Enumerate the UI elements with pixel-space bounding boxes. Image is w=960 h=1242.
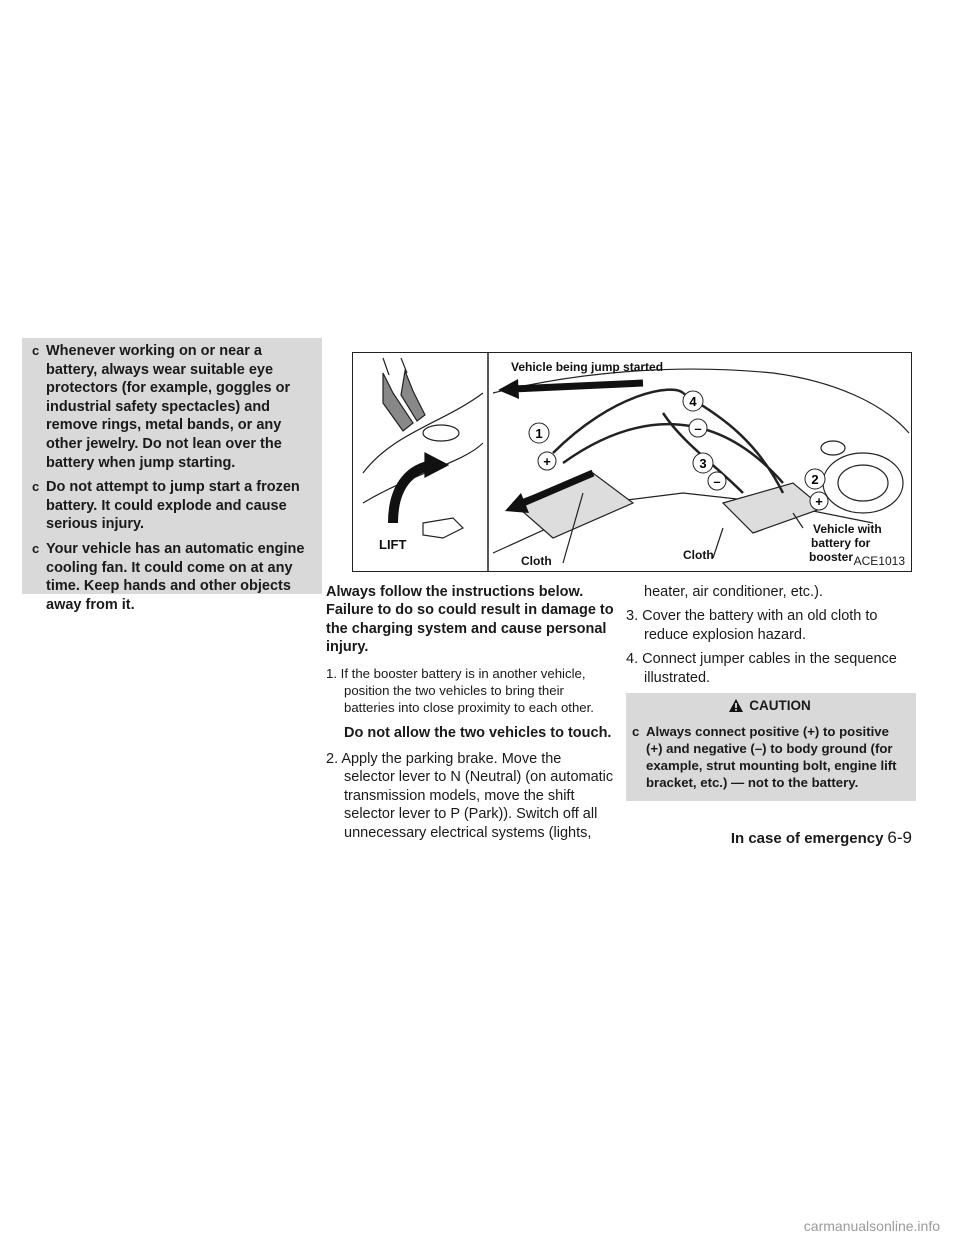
page-number: 6-9 [887,828,912,847]
warning-box [22,338,322,613]
caution-item: c Always connect positive (+) to positive (+) and negative (–) to body ground (for example, strut mounting bolt, engine lift bracket, etc.) — not to the battery. [632,724,897,791]
label-2: 2 [811,472,819,487]
step-3: 3. Cover the battery with an old cloth to reduce explosion hazard. [626,608,878,643]
svg-text:+: + [543,454,551,469]
label-1: 1 [535,426,543,441]
svg-text:+: + [815,494,823,509]
label-cloth-left: Cloth [521,554,552,568]
bullet-icon: c [32,343,40,358]
label-vehicle-jump-started: Vehicle being jump started [511,360,664,374]
warning-item: c Whenever working on or near a battery, always wear suitable eye protectors (for example, goggles or industrial safety spectacles) and remove rings, metal bands, or any other jewelry. Do not lean over the battery when jump starting. [32,343,291,471]
warning-triangle-icon [729,699,743,712]
step-1-note: Do not allow the two vehicles to touch. [344,724,612,741]
step-2: 2. Apply the parking brake. Move the selector lever to N (Neutral) (on automatic transmission models, move the shift selector lever to P (Park)). Switch off all unnecessary electrical systems (lights, [326,751,614,841]
svg-text:–: – [694,421,702,436]
page-footer [632,828,912,848]
label-vehicle-booster-1: Vehicle with [813,522,882,536]
warning-list [32,342,316,614]
label-vehicle-booster-3: booster [809,550,854,564]
step-2-continued: heater, air conditioner, etc.). [644,584,823,600]
watermark: carmanualsonline.info [803,1218,940,1234]
warning-item: c Do not attempt to jump start a frozen battery. It could explode and cause serious injury. [32,479,300,533]
step-1: 1. If the booster battery is in another vehicle, position the two vehicles to bring their batteries into close proximity to each other. [326,665,594,715]
label-3: 3 [699,456,707,471]
instructions-column-left [326,583,614,848]
caution-header [632,693,908,719]
caution-title: CAUTION [749,698,811,714]
svg-text:–: – [713,474,721,489]
section-name: In case of emergency [730,830,884,847]
illustration-drawing [353,353,911,571]
label-vehicle-booster-2: battery for [811,536,871,550]
figure-code: ACE1013 [853,554,905,568]
caution-list [632,723,908,791]
step-4: 4. Connect jumper cables in the sequence illustrated. [626,651,897,686]
label-cloth-right: Cloth [683,548,714,562]
intro-text: Always follow the instructions below. Failure to do so could result in damage to the charging system and cause personal injury. [326,584,614,656]
bullet-icon: c [32,540,40,556]
jump-start-illustration [352,352,912,572]
caution-box [626,693,916,801]
bullet-icon: c [632,724,640,740]
warning-item: c Your vehicle has an automatic engine cooling fan. It could come on at any time. Keep hands and other objects away from it. [32,540,305,613]
label-lift: LIFT [379,537,407,552]
bullet-icon: c [32,479,40,495]
label-4: 4 [689,394,697,409]
instructions-column-right [626,583,916,801]
